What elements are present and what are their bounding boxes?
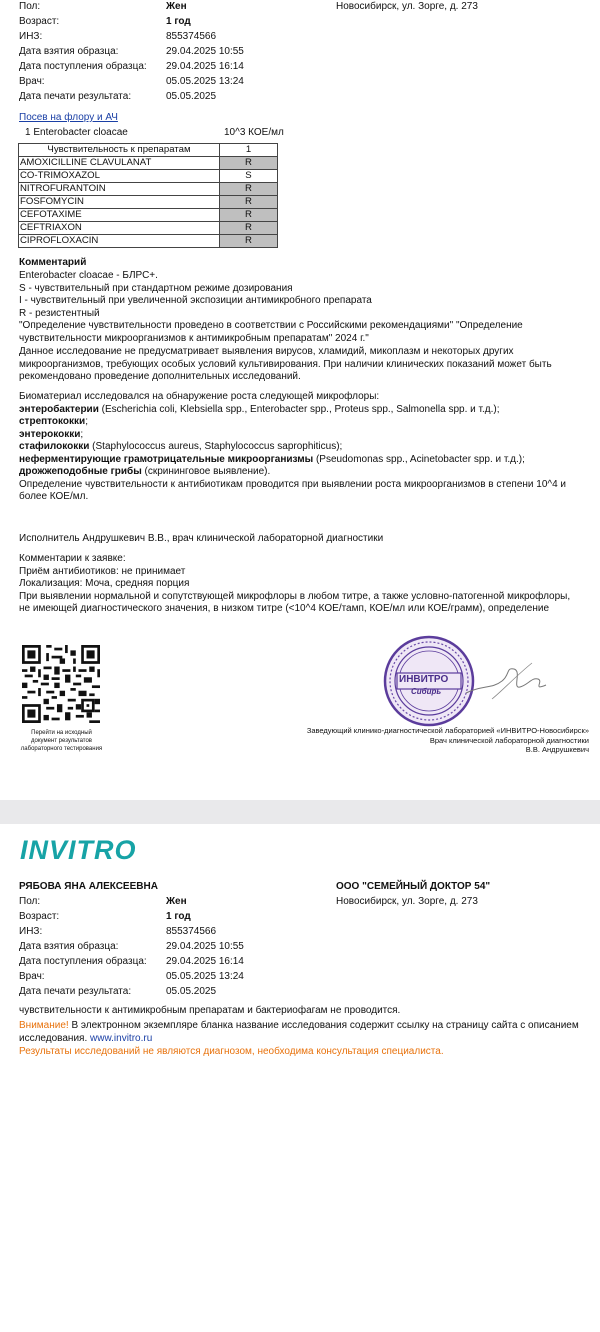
flora-group [19, 441, 589, 454]
table-row [19, 170, 278, 183]
inz-label: ИНЗ: [19, 31, 43, 42]
stamp-text: ИНВИТРО [399, 674, 449, 685]
sample-taken-value: 29.04.2025 10:55 [166, 941, 244, 952]
comment-line: S - чувствительный при стандартном режиме дозирования [19, 282, 293, 294]
notice-line: микроорганизмов, требующих особых условий культивирования. При наличии клинических показаний может быть [19, 358, 552, 370]
continuation-text: чувствительности к антимикробным препаратам и бактериофагам не проводится. [19, 1005, 401, 1016]
flora-group-detail: (Pseudomonas spp., Acinetobacter spp. и т.д.); [313, 453, 525, 465]
table-header-result: 1 [220, 144, 278, 157]
order-comments [19, 553, 589, 616]
gender-value: Жен [166, 1, 187, 12]
table-header-row [19, 144, 278, 157]
drug-result: R [220, 235, 278, 248]
doctor-label: Врач: [19, 76, 45, 87]
doctor-value: 05.05.2025 13:24 [166, 76, 244, 87]
comment-heading: Комментарий [19, 257, 87, 268]
gender-label: Пол: [19, 1, 41, 12]
biomaterial-final: Определение чувствительности к антибиотикам проводится при выявлении роста микроорганизмов в степени 10^4 и [19, 478, 567, 490]
table-header-drug: Чувствительность к препаратам [19, 144, 220, 157]
comment-line: чувствительности микроорганизмов к антимикробным препаратам" 2024 г." [19, 332, 369, 344]
gender-label: Пол: [19, 896, 41, 907]
comment-line: R - резистентный [19, 307, 100, 319]
sample-received-value: 29.04.2025 16:14 [166, 61, 244, 72]
drug-result: R [220, 157, 278, 170]
org-address: Новосибирск, ул. Зорге, д. 273 [336, 896, 478, 907]
drug-name: CEFOTAXIME [19, 209, 220, 222]
inz-value: 855374566 [166, 31, 217, 42]
qr-caption-line: документ результатов [31, 738, 92, 744]
flora-group [19, 454, 589, 467]
comment-line: Enterobacter cloacae - БЛРС+. [19, 270, 158, 281]
drug-name: CEFTRIAXON [19, 222, 220, 235]
qr-code-icon[interactable] [22, 645, 100, 723]
order-comment-line: не имеющей диагностического значения, в низком титре (<10^4 КОЕ/тамп, КОЕ/мл или КОЕ/грамм), определение [19, 603, 550, 614]
warning-label: Внимание! [19, 1020, 69, 1031]
invitro-logo: INVITRO [20, 835, 137, 865]
biomaterial-final: более КОЕ/мл. [19, 491, 89, 502]
signature-block [307, 726, 589, 755]
page-separator [0, 800, 600, 824]
print-date-label: Дата печати результата: [19, 986, 132, 997]
signature-icon [462, 655, 552, 705]
order-comments-heading: Комментарии к заявке: [19, 553, 126, 564]
sample-received-value: 29.04.2025 16:14 [166, 956, 244, 967]
table-row [19, 209, 278, 222]
sample-taken-label: Дата взятия образца: [19, 941, 119, 952]
sensitivity-table [18, 143, 278, 248]
qr-caption-line: Перейти на исходный [31, 730, 92, 736]
flora-group-name: стрептококки [19, 416, 86, 427]
stamp-subtext: Сибирь [411, 687, 442, 696]
lab-address: Новосибирск, ул. Зорге, д. 273 [336, 1, 478, 12]
flora-group-detail: (скрининговое выявление). [141, 466, 271, 477]
executor-line: Исполнитель Андрушкевич В.В., врач клинической лабораторной диагностики [19, 533, 384, 544]
report-page-2 [0, 824, 600, 1332]
table-row [19, 222, 278, 235]
warning-text: исследования. [19, 1032, 91, 1044]
print-date-label: Дата печати результата: [19, 91, 132, 102]
flora-group [19, 404, 589, 417]
flora-group-detail: (Escherichia coli, Klebsiella spp., Enterobacter spp., Proteus spp., Salmonella spp. и т.д.); [98, 403, 500, 415]
biomaterial-intro: Биоматериал исследовался на обнаружение роста следующей микрофлоры: [19, 391, 380, 402]
drug-result: R [220, 196, 278, 209]
comment-line: I - чувствительный при увеличенной экспозиции антимикробного препарата [19, 295, 372, 306]
drug-name: AMOXICILLINE CLAVULANAT [19, 157, 220, 170]
flora-group [19, 429, 589, 442]
doctor-value: 05.05.2025 13:24 [166, 971, 244, 982]
warning-line [19, 1020, 589, 1033]
flora-group-name: энтерококки [19, 428, 81, 440]
qr-caption [14, 729, 109, 753]
print-date-value: 05.05.2025 [166, 986, 217, 997]
age-value: 1 год [166, 911, 191, 922]
flora-group-detail: ; [80, 428, 84, 440]
table-row [19, 196, 278, 209]
inz-value: 855374566 [166, 926, 217, 937]
sample-taken-value: 29.04.2025 10:55 [166, 46, 244, 57]
warning-paragraph [19, 1020, 589, 1045]
invitro-url-link[interactable]: www.invitro.ru [90, 1032, 153, 1044]
sample-taken-label: Дата взятия образца: [19, 46, 119, 57]
order-comment-line: Приём антибиотиков: не принимает [19, 565, 186, 577]
table-row [19, 183, 278, 196]
age-label: Возраст: [19, 911, 60, 922]
notice-paragraph [19, 346, 589, 384]
table-row [19, 157, 278, 170]
print-date-value: 05.05.2025 [166, 91, 217, 102]
flora-group-name: дрожжеподобные грибы [19, 466, 142, 477]
order-comment-line: Локализация: Моча, средняя порция [19, 578, 190, 589]
signature-line: В.В. Андрушкевич [525, 745, 589, 754]
flora-group-detail: (Staphylococcus aureus, Staphylococcus saprophiticus); [89, 441, 343, 452]
inz-label: ИНЗ: [19, 926, 43, 937]
sample-received-label: Дата поступления образца: [19, 956, 147, 967]
test-link[interactable]: Посев на флору и АЧ [19, 112, 118, 123]
drug-result: R [220, 183, 278, 196]
organism-titer: 10^3 КОЕ/мл [224, 127, 284, 138]
sample-received-label: Дата поступления образца: [19, 61, 147, 72]
flora-group-name: неферментирующие грамотрицательные микроорганизмы [19, 453, 314, 465]
drug-name: CIPROFLOXACIN [19, 235, 220, 248]
signature-line: Заведующий клинико-диагностической лабораторией «ИНВИТРО-Новосибирск» [306, 726, 589, 735]
table-row [19, 235, 278, 248]
drug-result: S [220, 170, 278, 183]
drug-name: CO-TRIMOXAZOL [19, 170, 220, 183]
drug-result: R [220, 209, 278, 222]
flora-group [19, 416, 589, 429]
warning-text: В электронном экземпляре бланка название исследования содержит ссылку на страницу сайта с описанием [68, 1020, 579, 1031]
notice-line: рекомендовано проведение дополнительных исследований. [19, 371, 301, 382]
drug-result: R [220, 222, 278, 235]
org-name: ООО "СЕМЕЙНЫЙ ДОКТОР 54" [336, 881, 491, 892]
drug-name: FOSFOMYCIN [19, 196, 220, 209]
age-label: Возраст: [19, 16, 60, 27]
flora-group-name: энтеробактерии [19, 403, 99, 415]
doctor-label: Врач: [19, 971, 45, 982]
comment-body [19, 270, 589, 345]
flora-group [19, 466, 589, 479]
signature-line: Врач клинической лабораторной диагностики [429, 735, 589, 745]
qr-caption-line: лабораторного тестирования [20, 746, 103, 752]
patient-name: РЯБОВА ЯНА АЛЕКСЕЕВНА [19, 881, 158, 892]
organism-name: 1 Enterobacter cloacae [25, 127, 128, 138]
flora-group-detail: ; [85, 416, 88, 427]
warning-line [19, 1033, 589, 1046]
comment-line: "Определение чувствительности проведено в соответствии с Российскими рекомендациями" "Определение [19, 320, 523, 331]
disclaimer-text: Результаты исследований не являются диагнозом, необходима консультация специалиста. [19, 1046, 444, 1057]
order-comment-line: При выявлении нормальной и сопутствующей микрофлоры в любом титре, а также условно-патогенной микрофлоры, [19, 590, 571, 602]
age-value: 1 год [166, 16, 191, 27]
drug-name: NITROFURANTOIN [19, 183, 220, 196]
biomaterial-paragraph [19, 391, 589, 504]
flora-group-name: стафилококки [19, 441, 90, 452]
notice-line: Данное исследование не предусматривает выявления вирусов, хламидий, микоплазм и некоторых других [19, 346, 514, 357]
gender-value: Жен [166, 896, 187, 907]
